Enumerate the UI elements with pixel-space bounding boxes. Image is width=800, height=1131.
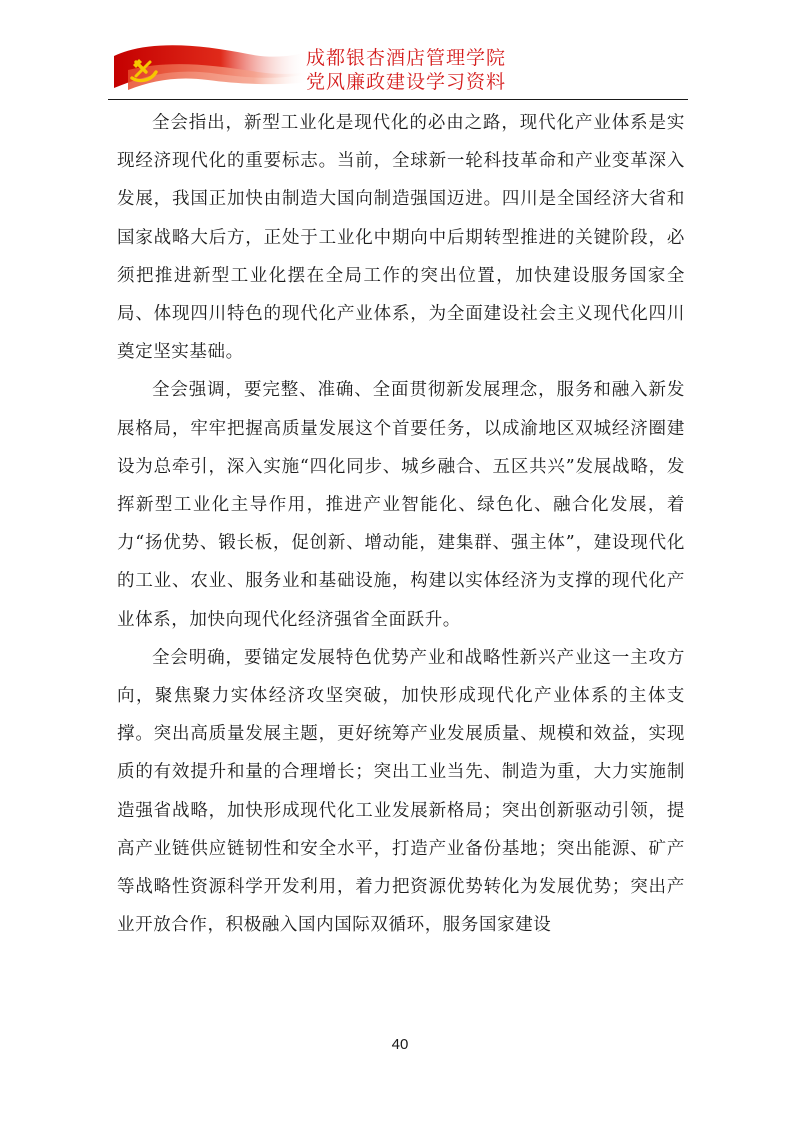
paragraph: 全会明确，要锚定发展特色优势产业和战略性新兴产业这一主攻方向，聚焦聚力实体经济攻坚突破，加快形成现代化产业体系的主体支撑。突出高质量发展主题，更好统筹产业发展质量、规模和效益，实现质的有效提升和量的合理增长；突出工业当先、制造为重，大力实施制造强省战略，加快形成现代化工业发展新格局；突出创新驱动引领，提高产业链供应链韧性和安全水平，打造产业备份基地；突出能源、矿产等战略性资源科学开发利用，着力把资源优势转化为发展优势；突出产业开放合作，积极融入国内国际双循环，服务国家建设 [117, 647, 685, 936]
paragraph: 全会强调，要完整、准确、全面贯彻新发展理念，服务和融入新发展格局，牢牢把握高质量发展这个首要任务，以成渝地区双城经济圈建设为总牵引，深入实施“四化同步、城乡融合、五区共兴”发展战略，发挥新型工业化主导作用，推进产业智能化、绿色化、融合化发展，着力“扬优势、锻长板，促创新、增动能，建集群、强主体”，建设现代化的工业、农业、服务业和基础设施，构建以实体经济为支撑的现代化产业体系，加快向现代化经济强省全面跃升。 [117, 380, 685, 630]
paragraph: 全会指出，新型工业化是现代化的必由之路，现代化产业体系是实现经济现代化的重要标志。当前，全球新一轮科技革命和产业变革深入发展，我国正加快由制造大国向制造强国迈进。四川是全国经济大省和国家战略大后方，正处于工业化中期向中后期转型推进的关键阶段，必须把推进新型工业化摆在全局工作的突出位置，加快建设服务国家全局、体现四川特色的现代化产业体系，为全面建设社会主义现代化四川奠定坚实基础。 [117, 113, 685, 363]
header-title-line2: 党风廉政建设学习资料 [306, 71, 507, 93]
party-emblem-icon [108, 34, 308, 98]
document-body [117, 104, 685, 944]
header-title-line1: 成都银杏酒店管理学院 [306, 47, 507, 69]
page-number: 40 [391, 1036, 409, 1053]
header-divider [108, 99, 688, 100]
header-title [306, 46, 506, 94]
page-header [108, 34, 688, 102]
